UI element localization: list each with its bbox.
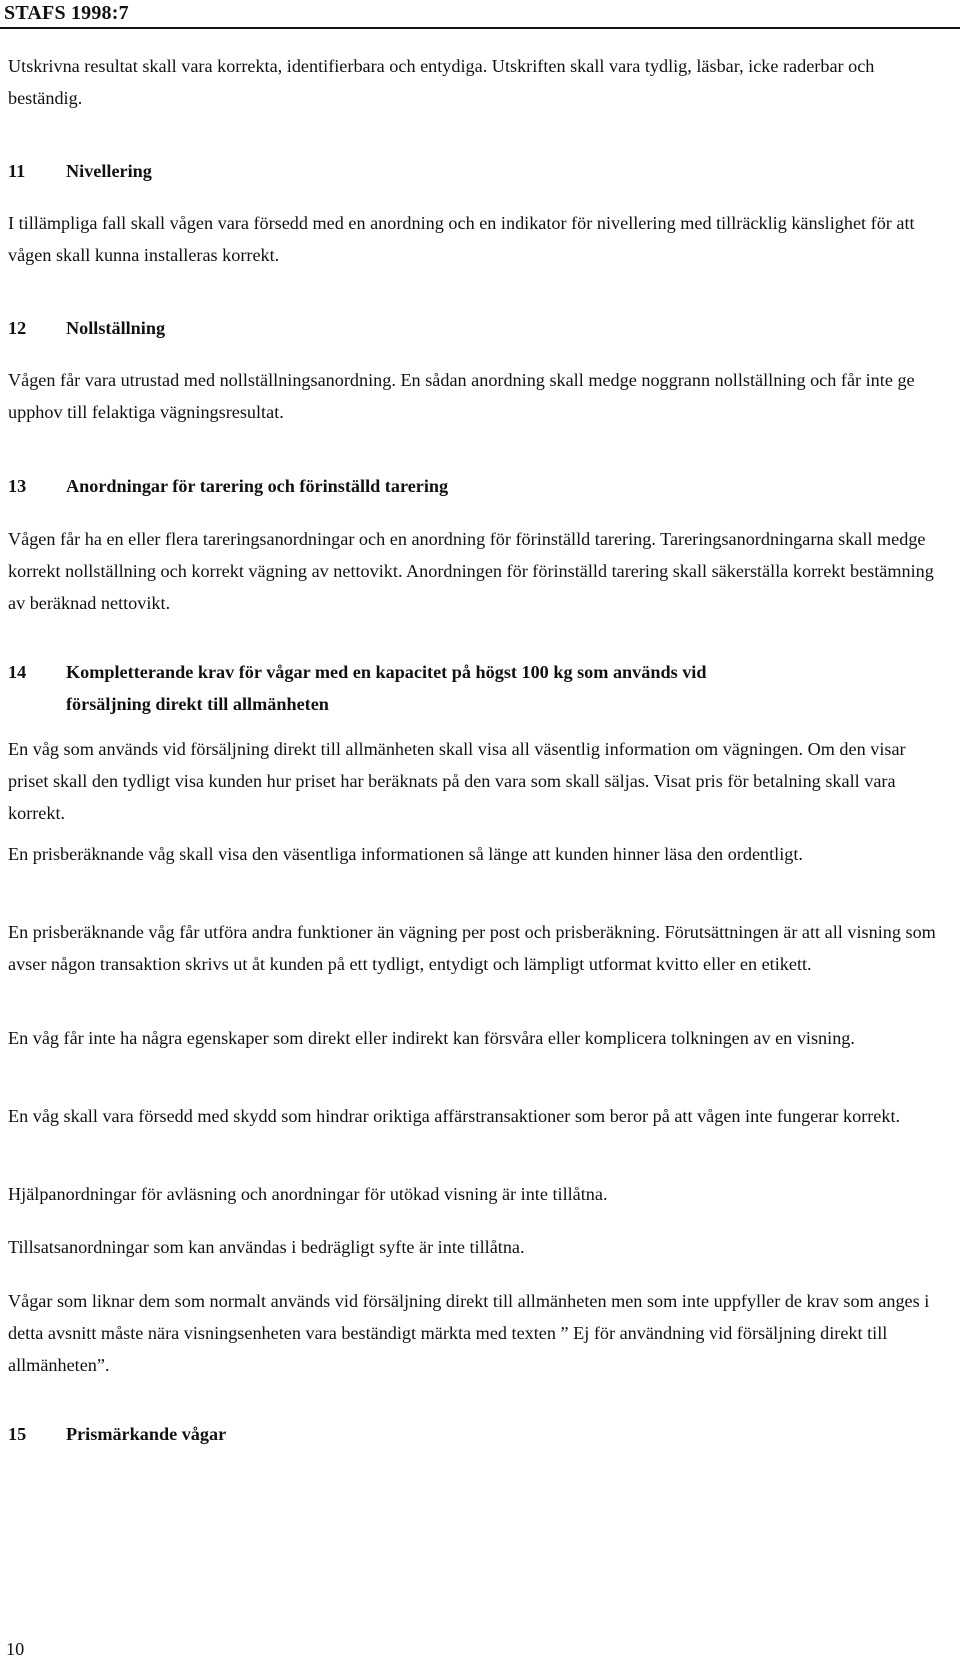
section-12 [8, 312, 948, 344]
section-paragraph: Vågen får ha en eller flera tareringsanordningar och en anordning för förinställd tarering. Tareringsanordningarna skall medge korrekt nollställning och korrekt vägning av nettovikt. Anordningen för förinställd tarering skall säkerställa korrekt bestämning av beräknad nettovikt. [8, 529, 934, 613]
section-heading [8, 1418, 948, 1450]
section-paragraph: En våg skall vara försedd med skydd som hindrar oriktiga affärstransaktioner som beror på att vågen inte fungerar korrekt. [8, 1106, 901, 1126]
section-heading [8, 312, 948, 344]
section-number: 11 [8, 161, 26, 181]
section-title: Kompletterande krav för vågar med en kapacitet på högst 100 kg som används vid försäljning direkt till allmänheten [66, 662, 707, 714]
section-14-p5 [8, 1100, 948, 1132]
section-14-p7 [8, 1231, 948, 1263]
section-title: Anordningar för tarering och förinställd tarering [66, 476, 449, 496]
section-paragraph: Vågar som liknar dem som normalt används vid försäljning direkt till allmänheten men som inte uppfyller de krav som anges i detta avsnitt måste nära visningsenheten vara beständigt märkta med texten ” Ej för användning vid försäljning direkt till allmänheten”. [8, 1291, 930, 1375]
section-paragraph: En våg som används vid försäljning direkt till allmänheten skall visa all väsentlig information om vägningen. Om den visar priset skall den tydligt visa kunden hur priset har beräknats på den vara som skall säljas. Visat pris för betalning skall vara korrekt. [8, 739, 906, 823]
section-paragraph: En våg får inte ha några egenskaper som direkt eller indirekt kan försvåra eller komplicera tolkningen av en visning. [8, 1028, 855, 1048]
section-title: Prismärkande vågar [66, 1424, 227, 1444]
section-14-p6 [8, 1178, 948, 1210]
section-13-body [8, 523, 948, 619]
section-paragraph: Tillsatsanordningar som kan användas i bedrägligt syfte är inte tillåtna. [8, 1237, 525, 1257]
section-number: 14 [8, 662, 27, 682]
section-11-body [8, 207, 948, 271]
section-paragraph: En prisberäknande våg skall visa den väsentliga informationen så länge att kunden hinner läsa den ordentligt. [8, 844, 803, 864]
section-paragraph: I tillämpliga fall skall vågen vara försedd med en anordning och en indikator för nivellering med tillräcklig känslighet för att vågen skall kunna installeras korrekt. [8, 213, 915, 265]
section-14-p2 [8, 838, 948, 870]
header-divider [0, 27, 960, 29]
section-paragraph: Hjälpanordningar för avläsning och anordningar för utökad visning är inte tillåtna. [8, 1184, 608, 1204]
intro-block [8, 50, 948, 114]
section-14-p3 [8, 916, 948, 980]
page-header [0, 0, 960, 32]
section-number: 12 [8, 318, 27, 338]
section-heading [8, 656, 948, 720]
section-11 [8, 155, 948, 187]
section-14-p8 [8, 1285, 948, 1381]
section-12-body [8, 364, 948, 428]
section-paragraph: En prisberäknande våg får utföra andra funktioner än vägning per post och prisberäkning. Förutsättningen är att all visning som avser någon transaktion skrivs ut åt kunden på ett tydligt, entydigt och lämpligt utformat kvitto eller en etikett. [8, 922, 936, 974]
section-14-p4 [8, 1022, 948, 1054]
section-14-p1 [8, 733, 948, 829]
section-heading [8, 470, 948, 502]
section-title: Nivellering [66, 161, 152, 181]
section-14 [8, 656, 948, 720]
intro-paragraph: Utskrivna resultat skall vara korrekta, identifierbara och entydiga. Utskriften skall vara tydlig, läsbar, icke raderbar och beständig. [8, 56, 875, 108]
section-title: Nollställning [66, 318, 166, 338]
section-15 [8, 1418, 948, 1450]
section-number: 13 [8, 476, 27, 496]
document-id: STAFS 1998:7 [4, 2, 129, 24]
section-heading [8, 155, 948, 187]
section-13 [8, 470, 948, 502]
section-number: 15 [8, 1424, 27, 1444]
page-number: 10 [6, 1639, 25, 1659]
section-paragraph: Vågen får vara utrustad med nollställningsanordning. En sådan anordning skall medge noggrann nollställning och får inte ge upphov till felaktiga vägningsresultat. [8, 370, 915, 422]
